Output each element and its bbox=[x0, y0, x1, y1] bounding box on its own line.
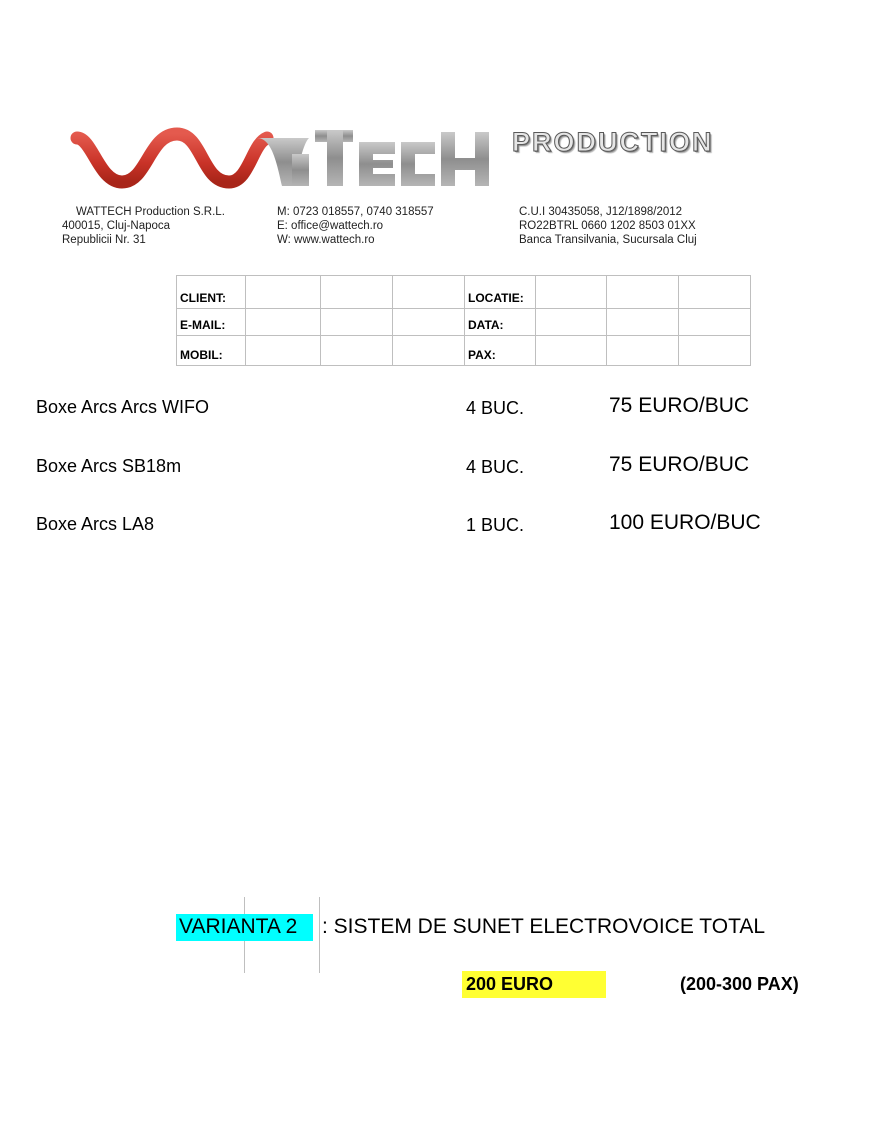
contact-phone: M: 0723 018557, 0740 318557 bbox=[277, 206, 434, 218]
variant-price: 200 EURO bbox=[462, 971, 606, 998]
contact-email: E: office@wattech.ro bbox=[277, 220, 384, 232]
mobil-field[interactable] bbox=[321, 336, 393, 366]
data-field[interactable] bbox=[679, 309, 751, 336]
item-qty: 1 BUC. bbox=[466, 515, 525, 535]
email-field[interactable] bbox=[321, 309, 393, 336]
item-name: Boxe Arcs Arcs WIFO bbox=[36, 397, 210, 417]
item-name: Boxe Arcs SB18m bbox=[36, 456, 182, 476]
legal-cui: C.U.I 30435058, J12/1898/2012 bbox=[519, 206, 683, 218]
item-price: 75 EURO/BUC bbox=[609, 394, 750, 417]
contact-web: W: www.wattech.ro bbox=[277, 234, 375, 246]
data-field[interactable] bbox=[536, 309, 607, 336]
legal-info bbox=[519, 205, 697, 247]
email-label: E-MAIL: bbox=[177, 309, 246, 336]
pax-field[interactable] bbox=[536, 336, 607, 366]
item-name: Boxe Arcs LA8 bbox=[36, 514, 155, 534]
production-title: PRODUCTION bbox=[512, 127, 714, 157]
mobil-field[interactable] bbox=[393, 336, 465, 366]
pax-label: PAX: bbox=[465, 336, 536, 366]
item-price: 100 EURO/BUC bbox=[609, 511, 761, 534]
legal-iban: RO22BTRL 0660 1202 8503 01XX bbox=[519, 220, 696, 232]
email-field[interactable] bbox=[393, 309, 465, 336]
variant-description: : SISTEM DE SUNET ELECTROVOICE TOTAL bbox=[322, 915, 766, 938]
item-qty: 4 BUC. bbox=[466, 457, 525, 477]
legal-bank: Banca Transilvania, Sucursala Cluj bbox=[519, 234, 697, 246]
locatie-field[interactable] bbox=[536, 276, 607, 309]
pax-note-text: (200-300 PAX) bbox=[680, 974, 799, 994]
variant-label: VARIANTA 2 bbox=[176, 914, 313, 941]
data-label: DATA: bbox=[465, 309, 536, 336]
item-qty: 4 BUC. bbox=[466, 398, 525, 418]
pax-note bbox=[680, 971, 799, 999]
item-price: 75 EURO/BUC bbox=[609, 453, 750, 476]
company-name: WATTECH Production S.R.L. bbox=[76, 206, 225, 218]
form-row bbox=[177, 276, 751, 309]
client-field[interactable] bbox=[246, 276, 321, 309]
line-item bbox=[36, 510, 761, 550]
client-field[interactable] bbox=[321, 276, 393, 309]
data-field[interactable] bbox=[607, 309, 679, 336]
mobil-field[interactable] bbox=[246, 336, 321, 366]
pax-field[interactable] bbox=[679, 336, 751, 366]
wattech-logo bbox=[77, 124, 492, 190]
email-field[interactable] bbox=[246, 309, 321, 336]
variant-row bbox=[176, 910, 766, 946]
form-row bbox=[177, 309, 751, 336]
form-row bbox=[177, 336, 751, 366]
contact-info bbox=[277, 205, 434, 247]
company-street: Republicii Nr. 31 bbox=[62, 234, 146, 246]
locatie-label: LOCATIE: bbox=[465, 276, 536, 309]
locatie-field[interactable] bbox=[607, 276, 679, 309]
line-item bbox=[36, 452, 750, 492]
mobil-label: MOBIL: bbox=[177, 336, 246, 366]
client-field[interactable] bbox=[393, 276, 465, 309]
pax-field[interactable] bbox=[607, 336, 679, 366]
company-info bbox=[62, 205, 246, 247]
client-label: CLIENT: bbox=[177, 276, 246, 309]
client-form-grid bbox=[176, 275, 751, 366]
locatie-field[interactable] bbox=[679, 276, 751, 309]
company-city: 400015, Cluj-Napoca bbox=[62, 220, 171, 232]
line-item bbox=[36, 393, 750, 433]
